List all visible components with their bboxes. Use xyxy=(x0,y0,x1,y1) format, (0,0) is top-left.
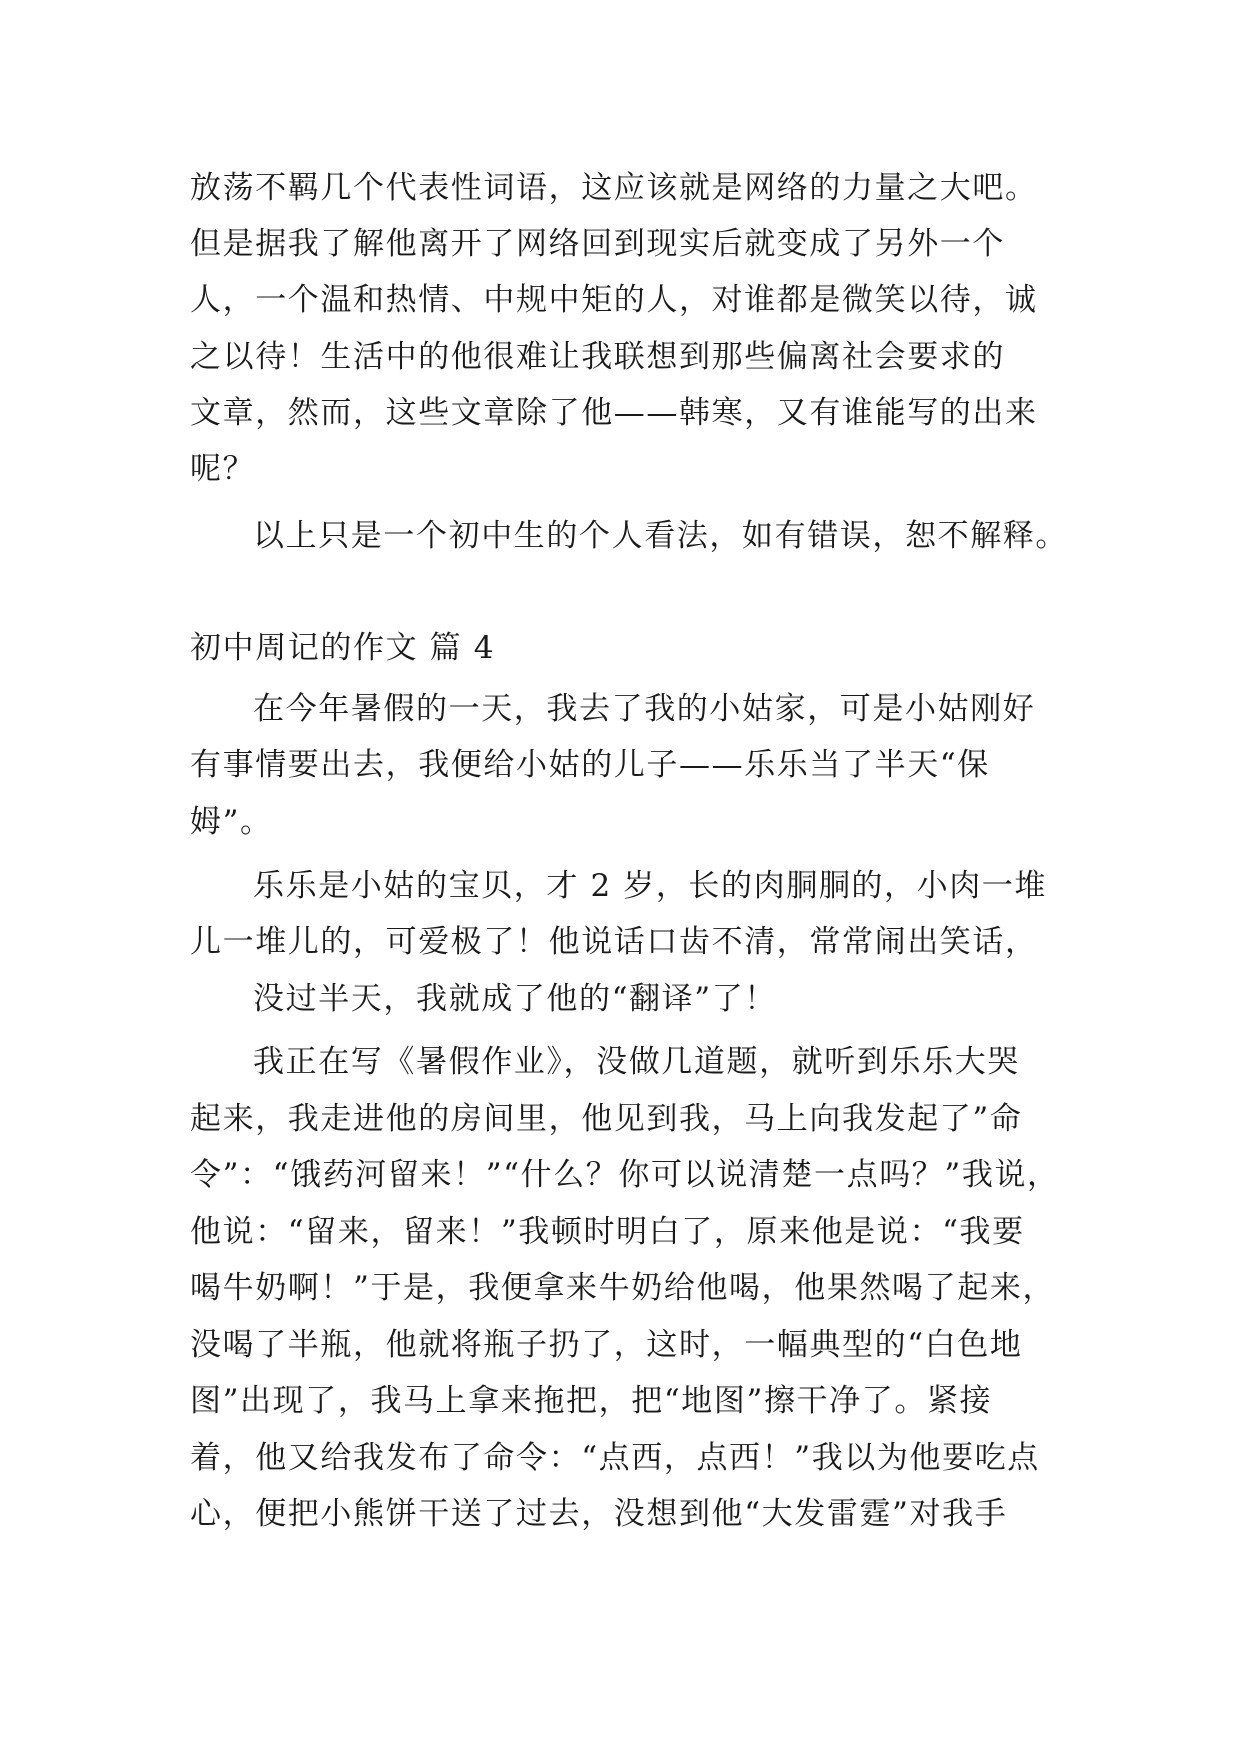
text-line: 起来，我走进他的房间里，他见到我，马上向我发起了”命 xyxy=(190,1101,1023,1137)
text-line: 但是据我了解他离开了网络回到现实后就变成了另外一个 xyxy=(190,226,1005,262)
text-line: 他说：“留来，留来！”我顿时明白了，原来他是说：“我要 xyxy=(190,1214,1025,1250)
text-line: 呢？ xyxy=(190,451,256,487)
text-line: 令”：“饿药河留来！”“什么？你可以说清楚一点吗？”我说， xyxy=(190,1157,1060,1193)
text-line: 人，一个温和热情、中规中矩的人，对谁都是微笑以待，诚 xyxy=(190,282,1038,318)
text-line: 图”出现了，我马上拿来拖把，把“地图”擦干净了。紧接 xyxy=(190,1383,993,1419)
text-line: 着，他又给我发布了命令：“点西，点西！”我以为他要吃点 xyxy=(190,1440,1040,1476)
text-line: 乐乐是小姑的宝贝，才 2 岁，长的肉胴胴的，小肉一堆 xyxy=(253,868,1048,904)
text-line: 有事情要出去，我便给小姑的儿子——乐乐当了半天“保 xyxy=(190,747,990,783)
text-line: 以上只是一个初中生的个人看法，如有错误，恕不解释。 xyxy=(253,518,1068,554)
section-heading: 初中周记的作文 篇 4 xyxy=(190,630,496,666)
text-line: 在今年暑假的一天，我去了我的小姑家，可是小姑刚好 xyxy=(253,691,1036,727)
text-line: 儿一堆儿的，可爱极了！他说话口齿不清，常常闹出笑话， xyxy=(190,924,1038,960)
text-line: 心，便把小熊饼干送了过去，没想到他“大发雷霆”对我手 xyxy=(190,1496,1008,1532)
text-line: 喝牛奶啊！”于是，我便拿来牛奶给他喝，他果然喝了起来， xyxy=(190,1270,1056,1306)
text-line: 之以待！生活中的他很难让我联想到那些偏离社会要求的 xyxy=(190,339,1005,375)
text-line: 没过半天，我就成了他的“翻译”了！ xyxy=(253,981,777,1017)
text-line: 放荡不羁几个代表性词语，这应该就是网络的力量之大吧。 xyxy=(190,170,1038,206)
text-line: 文章，然而，这些文章除了他——韩寒，又有谁能写的出来 xyxy=(190,395,1038,431)
text-line: 姆”。 xyxy=(190,804,273,840)
text-line: 没喝了半瓶，他就将瓶子扔了，这时，一幅典型的“白色地 xyxy=(190,1327,1023,1363)
text-line: 我正在写《暑假作业》，没做几道题，就听到乐乐大哭 xyxy=(253,1044,1020,1080)
